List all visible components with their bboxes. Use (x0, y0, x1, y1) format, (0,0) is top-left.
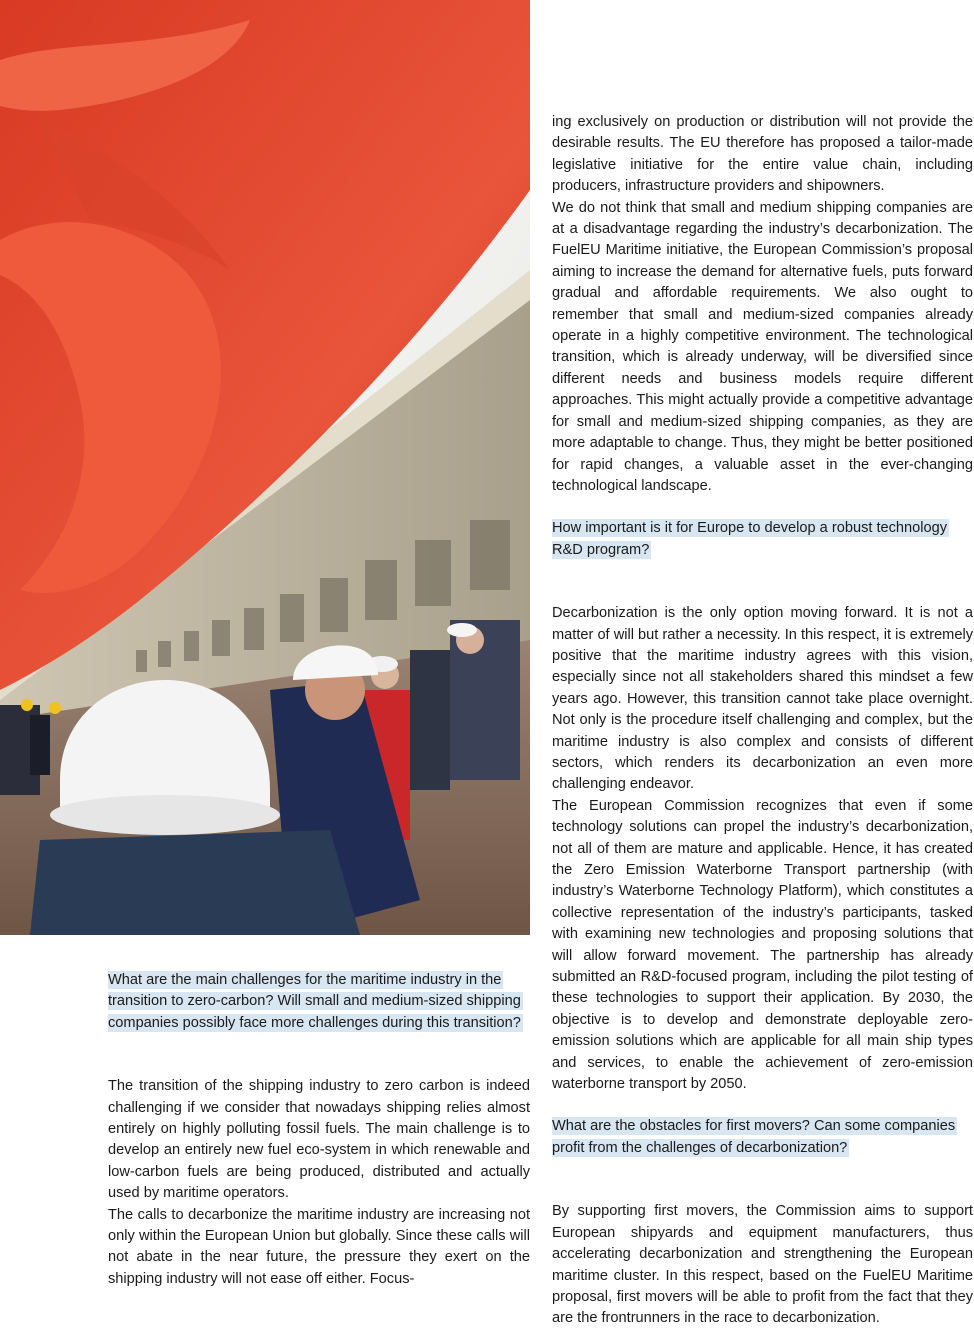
question-rd-program (552, 518, 973, 561)
question-text: What are the obstacles for first movers? Can some companies profit from the challenges of decarbonization? (552, 1118, 956, 1156)
answer-paragraph: Decarbonization is the only option moving forward. It is not a matter of will but rather a necessity. In this respect, it is extremely positive that the maritime industry agrees with this vision, especially since not all stakeholders shared this mindset a few years ago. However, this transition cannot take place overnight. Not only is the procedure itself challenging and complex, but the maritime industry is also complex and consists of different sectors, which renders its decarbonization an even more challenging endeavor. (552, 605, 973, 793)
answer-paragraph: The transition of the shipping industry to zero carbon is indeed challenging if we consider that nowadays shipping relies almost entirely on highly polluting fossil fuels. The main challenge is to develop an entirely new fuel eco-system in which renewable and low-carbon fuels are being produced, distributed and actually used by maritime operators. (108, 1078, 530, 1202)
answer-paragraph: By supporting first movers, the Commission aims to support European shipyards and equipment manufacturers, thus accelerating decarbonization and strengthening the European maritime cluster. In this respect, based on the FuelEU Maritime proposal, first movers will be able to profit from the fact that they are the frontrunners in the race to decarbonization. (552, 1203, 973, 1327)
right-text-column (552, 112, 973, 1330)
answer-paragraph: The European Commission recognizes that even if some technology solutions can propel the industry’s decarbonization, not all of them are mature and applicable. Hence, it has created the Zero Emission Waterborne Transport partnership (with industry’s Waterborne Technology Platform), which constitutes a collective representation of the industry’s participants, tasked with examining new technologies and proposing solutions that will allow forward movement. The partnership has already submitted an R&D-focused program, including the pilot testing of these technologies to support their application. By 2030, the objective is to develop and demonstrate deployable zero-emission solutions which are applicable for all main ship types and services, to enable the achievement of zero-emission waterborne transport by 2050. (552, 797, 973, 1093)
question-text: What are the main challenges for the maritime industry in the transition to zero-carbon? Will small and medium-sized shipping companies possibly face more challenges during this transition? (108, 972, 521, 1031)
shipyard-photo-icon (0, 0, 530, 935)
question-first-movers (552, 1116, 973, 1159)
answer-paragraph: We do not think that small and medium shipping companies are at a disadvantage regarding the industry’s decarbonization. The FuelEU Maritime initiative, the European Commission’s proposal aiming to increase the demand for alternative fuels, puts forward gradual and affordable requirements. We also ought to remember that small and medium-sized companies already operate in a highly competitive environment. The technological transition, which is already underway, will be diversified since different needs and business models require different approaches. This might actually provide a competitive advantage for small and medium-sized shipping companies, as they are more adaptable to change. Thus, they might be better positioned for rapid changes, a valuable asset in the ever-changing technological landscape. (552, 199, 973, 494)
question-text: How important is it for Europe to develop a robust technology R&D program? (552, 520, 948, 558)
shipyard-photo (0, 0, 530, 935)
left-text-column (108, 970, 530, 1290)
question-transition-challenges (108, 970, 530, 1034)
answer-paragraph: ing exclusively on production or distribution will not provide the desirable results. The EU therefore has proposed a tailor-made legislative initiative for the entire value chain, including producers, infrastructure providers and shipowners. (552, 114, 973, 195)
answer-paragraph: The calls to decarbonize the maritime industry are increasing not only within the European Union but globally. Since these calls will not abate in the near future, the pressure they exert on the shipping industry will not ease off either. Focus- (108, 1206, 530, 1287)
